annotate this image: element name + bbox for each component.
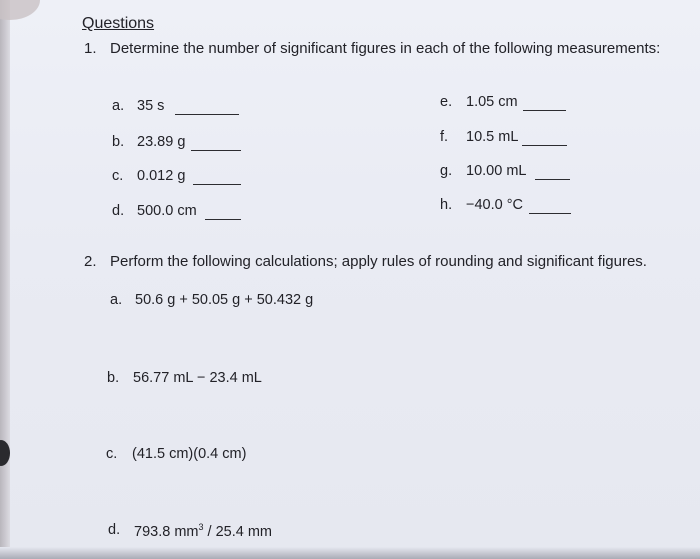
q1-item-d-value: 500.0 cm	[137, 203, 197, 219]
q2-item-d-expression-rest: / 25.4 mm	[203, 524, 272, 540]
q2-item-c-label: c.	[106, 446, 118, 462]
q2-item-b-expression: 56.77 mL − 23.4 mL	[133, 370, 262, 386]
q2-item-d-exponent: 3	[198, 522, 204, 532]
q1-item-f-label: f.	[440, 129, 449, 145]
section-heading: Questions	[82, 15, 155, 32]
question-2-text: Perform the following calculations; apply rules of rounding and significant figures.	[110, 253, 647, 270]
page-edge-left	[0, 0, 10, 559]
q1-item-c-label: c.	[112, 168, 124, 184]
q1-item-a-answer-blank[interactable]	[175, 114, 239, 115]
q1-item-e-value: 1.05 cm	[466, 94, 518, 110]
q1-item-c-answer-blank[interactable]	[193, 184, 241, 185]
q2-item-b-label: b.	[107, 370, 120, 386]
page-edge-bottom	[0, 547, 700, 559]
q1-item-d-answer-blank[interactable]	[205, 219, 241, 220]
q1-item-b-label: b.	[112, 134, 125, 150]
q1-item-f-answer-blank[interactable]	[522, 145, 567, 146]
q2-item-a-label: a.	[110, 292, 123, 308]
question-1-number: 1.	[84, 40, 97, 57]
q1-item-b-value: 23.89 g	[137, 134, 186, 150]
q1-item-g-label: g.	[440, 163, 453, 179]
q1-item-g-answer-blank[interactable]	[535, 179, 570, 180]
q1-item-h-label: h.	[440, 197, 453, 213]
q1-item-e-answer-blank[interactable]	[523, 110, 566, 111]
q1-item-a-value: 35 s	[137, 98, 165, 114]
q2-item-d-label: d.	[108, 522, 121, 538]
question-2-number: 2.	[84, 253, 97, 270]
q2-item-d-expression	[134, 522, 272, 540]
q1-item-c-value: 0.012 g	[137, 168, 186, 184]
page-corner-shadow	[0, 0, 40, 20]
q1-item-b-answer-blank[interactable]	[191, 150, 241, 151]
q2-item-d-expression-base: 793.8 mm	[134, 524, 199, 540]
q1-item-d-label: d.	[112, 203, 125, 219]
q2-item-a-expression: 50.6 g + 50.05 g + 50.432 g	[135, 292, 314, 308]
question-1-text: Determine the number of significant figures in each of the following measurements:	[110, 40, 661, 57]
q1-item-h-value: −40.0 °C	[466, 197, 523, 213]
q1-item-f-value: 10.5 mL	[466, 129, 519, 145]
q1-item-h-answer-blank[interactable]	[529, 213, 571, 214]
q2-item-c-expression: (41.5 cm)(0.4 cm)	[132, 446, 247, 462]
q1-item-g-value: 10.00 mL	[466, 163, 527, 179]
q1-item-a-label: a.	[112, 98, 125, 114]
q1-item-e-label: e.	[440, 94, 453, 110]
